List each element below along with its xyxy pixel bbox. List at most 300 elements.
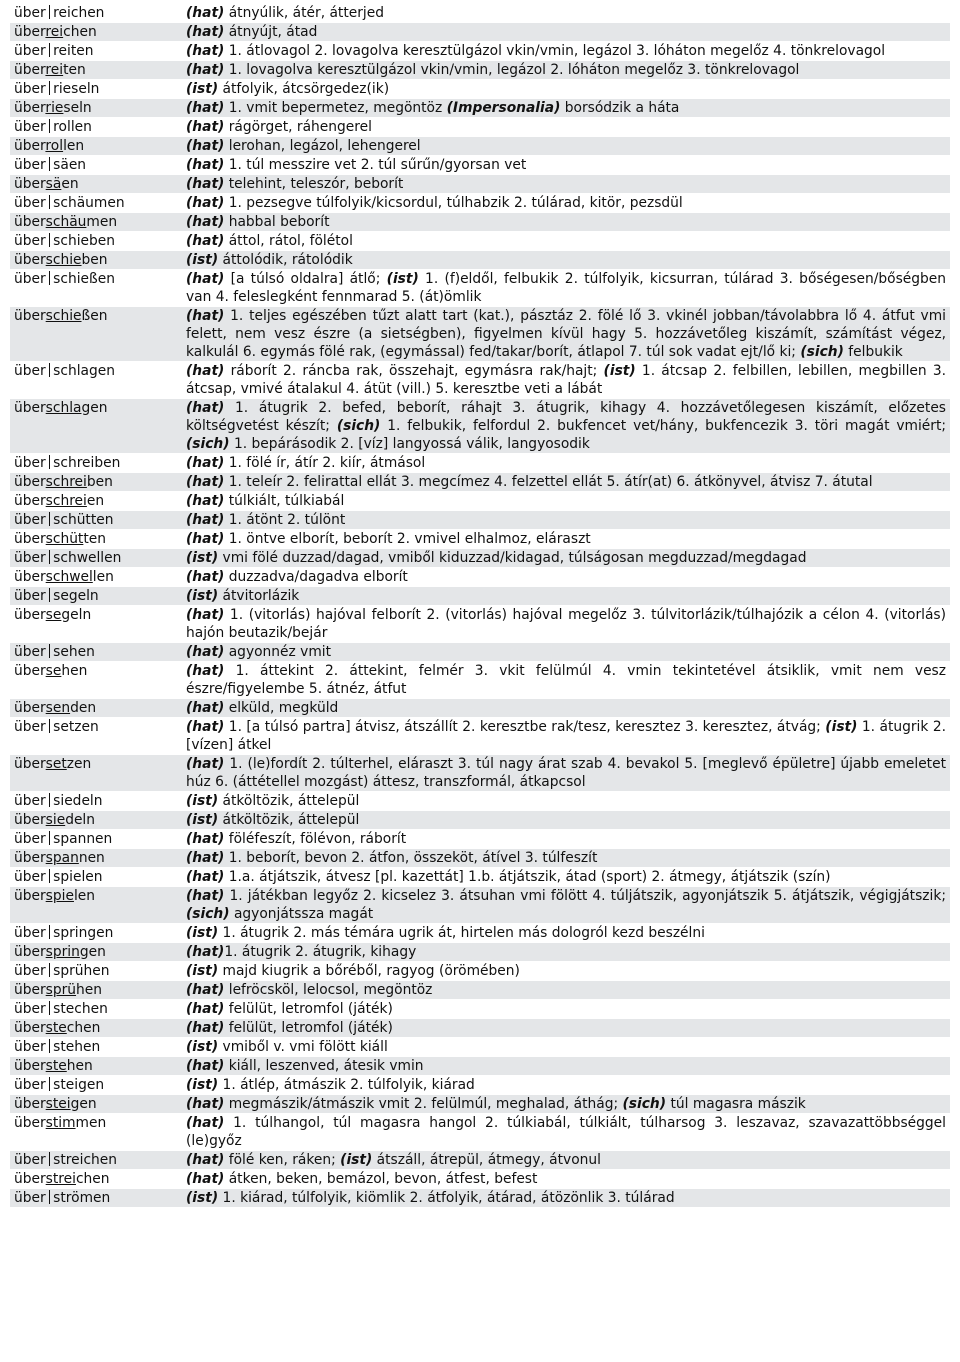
definition-text: fölé ken, ráken; bbox=[224, 1152, 341, 1168]
stressed-syllable: sen bbox=[45, 700, 71, 716]
grammar-marker: (ist) bbox=[186, 925, 219, 941]
stressed-syllable: se bbox=[45, 663, 62, 679]
verb-prefix: über bbox=[14, 719, 46, 735]
definition-text: 1. túlhangol, túl magasra hangol 2. túlkiabál, túlkiált, túlharsog 3. leszavaz, szavazattöbbséggel (le)győz bbox=[186, 1115, 946, 1149]
table-row bbox=[10, 1170, 950, 1189]
verb-ending: chen bbox=[75, 1171, 110, 1187]
separable-divider bbox=[49, 831, 51, 845]
grammar-marker: (ist) bbox=[825, 719, 858, 735]
headword bbox=[10, 943, 182, 962]
verb-stem: schießen bbox=[53, 271, 115, 287]
stressed-syllable: rei bbox=[45, 24, 64, 40]
verb-ending: ten bbox=[83, 531, 107, 547]
grammar-marker: (ist) bbox=[186, 812, 219, 828]
definition bbox=[182, 307, 950, 362]
definition-text: habbal beborít bbox=[224, 214, 330, 230]
headword bbox=[10, 1189, 182, 1208]
definition-text: átköltözik, áttelepül bbox=[218, 793, 360, 809]
verb-ending: zen bbox=[66, 756, 92, 772]
verb-stem: steigen bbox=[53, 1077, 105, 1093]
headword bbox=[10, 530, 182, 549]
grammar-marker: (hat) bbox=[186, 1058, 225, 1074]
definition bbox=[182, 606, 950, 643]
headword bbox=[10, 4, 182, 23]
grammar-marker: (hat) bbox=[186, 308, 225, 324]
table-row bbox=[10, 194, 950, 213]
table-row bbox=[10, 755, 950, 792]
verb-prefix: über bbox=[14, 176, 46, 192]
verb-prefix: über bbox=[14, 850, 46, 866]
separable-divider bbox=[49, 512, 51, 526]
verb-ending: hen bbox=[61, 663, 88, 679]
verb-prefix: über bbox=[14, 1039, 46, 1055]
grammar-marker: (Impersonalia) bbox=[446, 100, 561, 116]
definition bbox=[182, 137, 950, 156]
verb-stem: spielen bbox=[53, 869, 103, 885]
table-row bbox=[10, 887, 950, 924]
separable-divider bbox=[49, 5, 51, 19]
verb-stem: schäumen bbox=[53, 195, 125, 211]
headword bbox=[10, 399, 182, 454]
stressed-syllable: ste bbox=[45, 1058, 67, 1074]
grammar-marker: (hat) bbox=[186, 138, 225, 154]
stressed-syllable: schwel bbox=[45, 569, 93, 585]
grammar-marker: (hat) bbox=[186, 982, 225, 998]
definition bbox=[182, 718, 950, 755]
separable-divider bbox=[49, 455, 51, 469]
definition bbox=[182, 568, 950, 587]
verb-stem: setzen bbox=[53, 719, 99, 735]
grammar-marker: (hat) bbox=[186, 1152, 225, 1168]
definition-text: vmi fölé duzzad/dagad, vmiből kiduzzad/kidagad, túlságosan megduzzad/megdagad bbox=[218, 550, 807, 566]
verb-stem: sprühen bbox=[53, 963, 110, 979]
table-row bbox=[10, 943, 950, 962]
verb-ending: ten bbox=[63, 62, 86, 78]
verb-stem: rieseln bbox=[53, 81, 100, 97]
definition bbox=[182, 549, 950, 568]
headword bbox=[10, 23, 182, 42]
grammar-marker: (ist) bbox=[186, 1039, 219, 1055]
table-row bbox=[10, 1019, 950, 1038]
grammar-marker: (hat) bbox=[186, 214, 225, 230]
definition-text: átfolyik, átcsörgedez(ik) bbox=[218, 81, 390, 97]
verb-prefix: über bbox=[14, 588, 46, 604]
table-row bbox=[10, 492, 950, 511]
separable-divider bbox=[49, 869, 51, 883]
definition-text: kiáll, leszenved, átesik vmin bbox=[224, 1058, 424, 1074]
definition bbox=[182, 1000, 950, 1019]
definition bbox=[182, 175, 950, 194]
definition-text: 1. (f)eldől, felbukik 2. túlfolyik, kicsurran, túlárad 3. bőségesen/bőségben van 4. feleslegként fennmarad 5. (át)ömlik bbox=[186, 271, 946, 305]
definition bbox=[182, 1170, 950, 1189]
stressed-syllable: strei bbox=[45, 1171, 76, 1187]
headword bbox=[10, 118, 182, 137]
grammar-marker: (sich) bbox=[336, 418, 381, 434]
headword bbox=[10, 473, 182, 492]
headword bbox=[10, 1114, 182, 1151]
verb-prefix: über bbox=[14, 1020, 46, 1036]
verb-stem: schieben bbox=[53, 233, 116, 249]
definition-text: vmiből v. vmi fölött kiáll bbox=[218, 1039, 388, 1055]
definition bbox=[182, 251, 950, 270]
definition-text: 1. beborít, bevon 2. átfon, összeköt, átível 3. túlfeszít bbox=[224, 850, 598, 866]
definition bbox=[182, 61, 950, 80]
table-row bbox=[10, 1076, 950, 1095]
grammar-marker: (hat) bbox=[186, 62, 225, 78]
table-row bbox=[10, 962, 950, 981]
verb-prefix: über bbox=[14, 531, 46, 547]
definition bbox=[182, 1151, 950, 1170]
definition bbox=[182, 492, 950, 511]
headword bbox=[10, 830, 182, 849]
headword bbox=[10, 251, 182, 270]
grammar-marker: (ist) bbox=[186, 588, 219, 604]
verb-prefix: über bbox=[14, 43, 46, 59]
stressed-syllable: rei bbox=[45, 62, 64, 78]
verb-prefix: über bbox=[14, 271, 46, 287]
verb-prefix: über bbox=[14, 512, 46, 528]
definition-text: felülüt, letromfol (játék) bbox=[224, 1020, 393, 1036]
table-row bbox=[10, 4, 950, 23]
headword bbox=[10, 587, 182, 606]
definition-text: agyonnéz vmit bbox=[224, 644, 332, 660]
definition bbox=[182, 981, 950, 1000]
verb-ending: deln bbox=[65, 812, 96, 828]
headword bbox=[10, 811, 182, 830]
grammar-marker: (hat) bbox=[186, 5, 225, 21]
verb-stem: schreiben bbox=[53, 455, 121, 471]
table-row bbox=[10, 137, 950, 156]
grammar-marker: (ist) bbox=[186, 1077, 219, 1093]
table-row bbox=[10, 662, 950, 699]
definition bbox=[182, 662, 950, 699]
definition-text: borsódzik a háta bbox=[560, 100, 680, 116]
verb-prefix: über bbox=[14, 1077, 46, 1093]
table-row bbox=[10, 549, 950, 568]
grammar-marker: (ist) bbox=[386, 271, 419, 287]
table-row bbox=[10, 792, 950, 811]
definition bbox=[182, 1076, 950, 1095]
verb-prefix: über bbox=[14, 756, 46, 772]
definition-text: 1. túl messzire vet 2. túl sűrűn/gyorsan vet bbox=[224, 157, 527, 173]
verb-prefix: über bbox=[14, 831, 46, 847]
verb-prefix: über bbox=[14, 1190, 46, 1206]
separable-divider bbox=[49, 793, 51, 807]
definition bbox=[182, 23, 950, 42]
grammar-marker: (hat) bbox=[186, 1171, 225, 1187]
table-row bbox=[10, 849, 950, 868]
headword bbox=[10, 307, 182, 362]
verb-ending: hen bbox=[76, 982, 103, 998]
verb-prefix: über bbox=[14, 644, 46, 660]
verb-ending: men bbox=[86, 214, 118, 230]
verb-prefix: über bbox=[14, 195, 46, 211]
verb-prefix: über bbox=[14, 81, 46, 97]
definition bbox=[182, 943, 950, 962]
verb-ending: ben bbox=[86, 474, 113, 490]
stressed-syllable: se bbox=[45, 607, 62, 623]
definition-text: 1. fölé ír, átír 2. kiír, átmásol bbox=[224, 455, 426, 471]
headword bbox=[10, 924, 182, 943]
verb-prefix: über bbox=[14, 493, 46, 509]
grammar-marker: (hat) bbox=[186, 1020, 225, 1036]
definition-text: majd kiugrik a bőréből, ragyog (örömében) bbox=[218, 963, 520, 979]
stressed-syllable: rol bbox=[45, 138, 64, 154]
grammar-marker: (hat) bbox=[186, 400, 225, 416]
headword bbox=[10, 213, 182, 232]
definition-text: 1. játékban legyőz 2. kicselez 3. átsuhan vmi fölött 4. túljátszik, agyonjátszik 5. átjátszik, végigjátszik; bbox=[224, 888, 946, 904]
grammar-marker: (hat) bbox=[186, 474, 225, 490]
grammar-marker: (ist) bbox=[186, 1190, 219, 1206]
stressed-syllable: sä bbox=[45, 176, 62, 192]
verb-stem: reichen bbox=[53, 5, 105, 21]
headword bbox=[10, 549, 182, 568]
headword bbox=[10, 61, 182, 80]
table-row bbox=[10, 530, 950, 549]
verb-prefix: über bbox=[14, 569, 46, 585]
definition-text: 1. áttekint 2. áttekint, felmér 3. vkit felülmúl 4. vmin tekintetével átsiklik, vmit nem vesz észre/figyelembe 5. átnéz, átfut bbox=[186, 663, 946, 697]
definition bbox=[182, 99, 950, 118]
definition bbox=[182, 1019, 950, 1038]
table-row bbox=[10, 80, 950, 99]
headword bbox=[10, 1170, 182, 1189]
table-row bbox=[10, 1114, 950, 1151]
verb-stem: schütten bbox=[53, 512, 114, 528]
table-row bbox=[10, 213, 950, 232]
stressed-syllable: schie bbox=[45, 308, 82, 324]
definition bbox=[182, 699, 950, 718]
headword bbox=[10, 1019, 182, 1038]
definition-text: 1. teljes egészében tűzt alatt tart (kat.), pásztáz 2. fölé lő 3. vkinél jobban/távolabbra lő 4. átfut vmi felett, nem vesz észre (a sietségben), figyelmen kívül hagy 5. hozzávetőleg kiszámít, számítást végez, kalkulál 6. egymás fölé rak, (egymással) fed/takar/borít, átlapol 7. túl sok vadat ejt/lő ki; bbox=[186, 308, 946, 360]
verb-prefix: über bbox=[14, 233, 46, 249]
grammar-marker: (ist) bbox=[186, 793, 219, 809]
stressed-syllable: schla bbox=[45, 400, 82, 416]
definition bbox=[182, 755, 950, 792]
verb-prefix: über bbox=[14, 455, 46, 471]
definition-text: felülüt, letromfol (játék) bbox=[224, 1001, 393, 1017]
headword bbox=[10, 232, 182, 251]
definition bbox=[182, 1189, 950, 1208]
verb-stem: rollen bbox=[53, 119, 92, 135]
definition-text: 1. átugrik 2. befed, beborít, ráhajt 3. átugrik, kihagy 4. hozzávetőlegesen kiszámít, előzetes költségvetést készít; bbox=[186, 400, 946, 434]
grammar-marker: (hat) bbox=[186, 869, 225, 885]
verb-ending: men bbox=[75, 1115, 107, 1131]
headword bbox=[10, 1038, 182, 1057]
table-row bbox=[10, 307, 950, 362]
verb-ending: ben bbox=[81, 252, 108, 268]
verb-stem: reiten bbox=[53, 43, 94, 59]
grammar-marker: (hat) bbox=[186, 233, 225, 249]
headword bbox=[10, 643, 182, 662]
verb-prefix: über bbox=[14, 1096, 46, 1112]
table-row bbox=[10, 643, 950, 662]
table-row bbox=[10, 1038, 950, 1057]
definition-text: áttolódik, rátolódik bbox=[218, 252, 353, 268]
verb-prefix: über bbox=[14, 607, 46, 623]
verb-stem: spannen bbox=[53, 831, 113, 847]
table-row bbox=[10, 61, 950, 80]
separable-divider bbox=[49, 1190, 51, 1204]
table-row bbox=[10, 511, 950, 530]
separable-divider bbox=[49, 1152, 51, 1166]
grammar-marker: (hat) bbox=[186, 1001, 225, 1017]
headword bbox=[10, 755, 182, 792]
definition-text: agyonjátssza magát bbox=[229, 906, 374, 922]
grammar-marker: (hat) bbox=[186, 176, 225, 192]
definition bbox=[182, 830, 950, 849]
definition bbox=[182, 194, 950, 213]
definition-text: 1. [a túlsó partra] átvisz, átszállít 2. keresztbe rak/tesz, keresztez 3. keresztez, átvág; bbox=[224, 719, 826, 735]
table-row bbox=[10, 399, 950, 454]
separable-divider bbox=[49, 119, 51, 133]
verb-prefix: über bbox=[14, 793, 46, 809]
verb-prefix: über bbox=[14, 5, 46, 21]
grammar-marker: (hat) bbox=[186, 850, 225, 866]
definition bbox=[182, 399, 950, 454]
dictionary-table bbox=[10, 3, 950, 1208]
verb-ending: ßen bbox=[81, 308, 108, 324]
verb-stem: springen bbox=[53, 925, 114, 941]
verb-stem: sehen bbox=[53, 644, 95, 660]
verb-prefix: über bbox=[14, 1058, 46, 1074]
table-row bbox=[10, 568, 950, 587]
grammar-marker: (hat) bbox=[186, 119, 225, 135]
verb-prefix: über bbox=[14, 963, 46, 979]
headword bbox=[10, 662, 182, 699]
verb-stem: strömen bbox=[53, 1190, 111, 1206]
headword bbox=[10, 849, 182, 868]
grammar-marker: (hat) bbox=[186, 607, 225, 623]
grammar-marker: (hat) bbox=[186, 1115, 225, 1131]
grammar-marker: (hat) bbox=[186, 831, 225, 847]
grammar-marker: (sich) bbox=[800, 344, 844, 360]
definition-text: [a túlsó oldalra] átlő; bbox=[224, 271, 387, 287]
definition bbox=[182, 473, 950, 492]
verb-ending: en bbox=[86, 493, 105, 509]
verb-ending: den bbox=[70, 700, 97, 716]
verb-ending: gen bbox=[79, 944, 106, 960]
definition bbox=[182, 156, 950, 175]
verb-ending: hen bbox=[66, 1058, 93, 1074]
separable-divider bbox=[49, 719, 51, 733]
headword bbox=[10, 1151, 182, 1170]
definition bbox=[182, 213, 950, 232]
verb-prefix: über bbox=[14, 363, 46, 379]
verb-stem: stehen bbox=[53, 1039, 101, 1055]
verb-stem: säen bbox=[53, 157, 87, 173]
grammar-marker: (hat) bbox=[186, 531, 225, 547]
grammar-marker: (hat) bbox=[186, 569, 225, 585]
definition bbox=[182, 587, 950, 606]
definition-text: 1. átcsap 2. felbillen, lebillen, megbillen 3. átcsap, vmivé átalakul 4. átüt (vill.) 5. keresztbe veti a lábát bbox=[186, 363, 947, 397]
grammar-marker: (hat) bbox=[186, 888, 225, 904]
table-row bbox=[10, 699, 950, 718]
stressed-syllable: sprin bbox=[45, 944, 80, 960]
definition-text: áttol, rátol, fölétol bbox=[224, 233, 353, 249]
table-row bbox=[10, 232, 950, 251]
grammar-marker: (hat) bbox=[186, 700, 225, 716]
table-row bbox=[10, 1151, 950, 1170]
table-row bbox=[10, 99, 950, 118]
definition bbox=[182, 511, 950, 530]
verb-prefix: über bbox=[14, 550, 46, 566]
headword bbox=[10, 270, 182, 307]
grammar-marker: (hat) bbox=[186, 1096, 225, 1112]
stressed-syllable: sie bbox=[45, 812, 66, 828]
definition-text: 1. pezsegve túlfolyik/kicsordul, túlhabzik 2. túlárad, kitör, pezsdül bbox=[224, 195, 683, 211]
verb-stem: siedeln bbox=[53, 793, 103, 809]
stressed-syllable: schrei bbox=[45, 493, 87, 509]
definition bbox=[182, 4, 950, 23]
stressed-syllable: span bbox=[45, 850, 79, 866]
grammar-marker: (hat) bbox=[186, 493, 225, 509]
headword bbox=[10, 156, 182, 175]
verb-ending: en bbox=[61, 176, 79, 192]
definition-text: átvitorlázik bbox=[218, 588, 300, 604]
verb-prefix: über bbox=[14, 214, 46, 230]
headword bbox=[10, 699, 182, 718]
definition-text: 1.a. átjátszik, átvesz [pl. kazettát] 1.b. átjátszik, átad (sport) 2. átmegy, átjátszik (szín) bbox=[224, 869, 831, 885]
table-row bbox=[10, 23, 950, 42]
verb-ending: len bbox=[63, 138, 85, 154]
definition-text: 1. felbukik, felfordul 2. bukfencet vet/hány, bukfencezik 3. töri magát vmiért; bbox=[380, 418, 946, 434]
definition-text: 1. átlép, átmászik 2. túlfolyik, kiárad bbox=[218, 1077, 475, 1093]
headword bbox=[10, 962, 182, 981]
separable-divider bbox=[49, 271, 51, 285]
verb-prefix: über bbox=[14, 982, 46, 998]
separable-divider bbox=[49, 925, 51, 939]
definition-text: 1. átlovagol 2. lovagolva keresztülgázol vkin/vmin, legázol 3. lóháton megelőz 4. tönkrelovagol bbox=[224, 43, 886, 59]
grammar-marker: (hat) bbox=[186, 944, 225, 960]
stressed-syllable: spie bbox=[45, 888, 74, 904]
verb-ending: gen bbox=[70, 1096, 97, 1112]
definition bbox=[182, 1114, 950, 1151]
definition-text: telehint, teleszór, beborít bbox=[224, 176, 404, 192]
definition-text: 1. vmit bepermetez, megöntöz bbox=[224, 100, 447, 116]
definition bbox=[182, 362, 950, 399]
headword bbox=[10, 194, 182, 213]
separable-divider bbox=[49, 81, 51, 95]
verb-ending: len bbox=[92, 569, 114, 585]
headword bbox=[10, 175, 182, 194]
definition-text: átnyújt, átad bbox=[224, 24, 318, 40]
definition bbox=[182, 924, 950, 943]
verb-prefix: über bbox=[14, 944, 46, 960]
definition bbox=[182, 643, 950, 662]
headword bbox=[10, 137, 182, 156]
verb-ending: nen bbox=[78, 850, 105, 866]
table-row bbox=[10, 270, 950, 307]
definition bbox=[182, 849, 950, 868]
verb-prefix: über bbox=[14, 869, 46, 885]
definition-text: átköltözik, áttelepül bbox=[218, 812, 360, 828]
table-row bbox=[10, 454, 950, 473]
headword bbox=[10, 42, 182, 61]
separable-divider bbox=[49, 1077, 51, 1091]
table-row bbox=[10, 868, 950, 887]
table-row bbox=[10, 718, 950, 755]
verb-stem: streichen bbox=[53, 1152, 118, 1168]
grammar-marker: (sich) bbox=[186, 906, 230, 922]
definition bbox=[182, 887, 950, 924]
headword bbox=[10, 718, 182, 755]
definition bbox=[182, 1038, 950, 1057]
verb-prefix: über bbox=[14, 925, 46, 941]
definition bbox=[182, 80, 950, 99]
definition-text: lefröcsköl, lelocsol, megöntöz bbox=[224, 982, 433, 998]
stressed-syllable: schrei bbox=[45, 474, 87, 490]
definition-text: 1. lovagolva keresztülgázol vkin/vmin, legázol 2. lóháton megelőz 3. tönkrelovagol bbox=[224, 62, 800, 78]
